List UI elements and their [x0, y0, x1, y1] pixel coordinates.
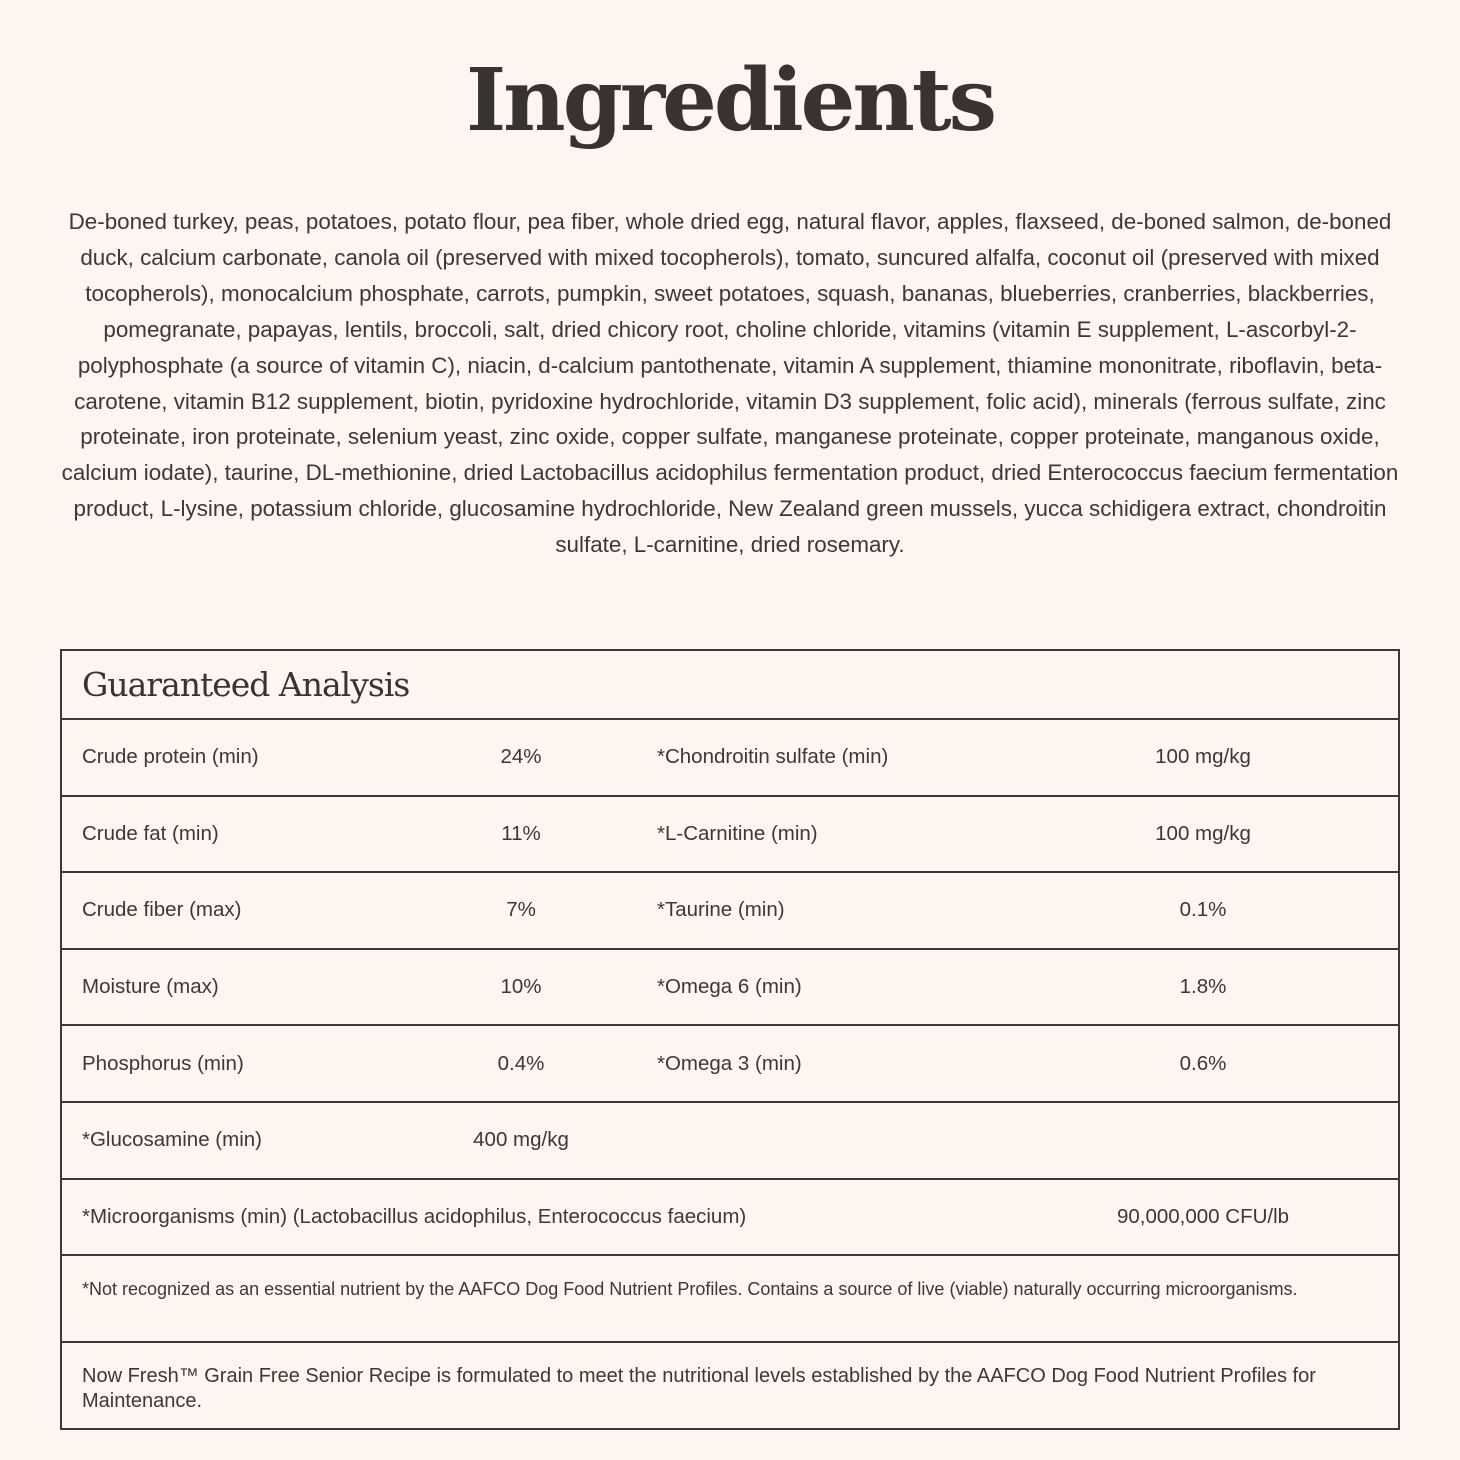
- nutrient-name: Crude fiber (max): [82, 898, 242, 922]
- nutrient-name: Crude fat (min): [82, 821, 219, 845]
- analysis-row: [62, 950, 1398, 1027]
- nutrient-value: 10%: [500, 975, 542, 999]
- nutrient-name: *Microorganisms (min) (Lactobacillus acidophilus, Enterococcus faecium): [82, 1204, 747, 1228]
- nutrient-name: *Omega 3 (min): [657, 1051, 802, 1075]
- guaranteed-analysis-table: [60, 649, 1400, 1430]
- analysis-title: Guaranteed Analysis: [82, 665, 410, 704]
- nutrient-name: Moisture (max): [82, 975, 219, 999]
- analysis-row: [62, 1103, 1398, 1180]
- nutrient-name: *Chondroitin sulfate (min): [657, 745, 889, 769]
- nutrient-value: 7%: [506, 898, 536, 922]
- analysis-header: [62, 651, 1398, 720]
- nutrient-value: 0.6%: [1179, 1051, 1227, 1075]
- nutrient-name: *L-Carnitine (min): [657, 821, 818, 845]
- nutrient-value: 90,000,000 CFU/lb: [1116, 1204, 1290, 1228]
- nutrient-value: 0.4%: [497, 1051, 545, 1075]
- nutrient-name: Phosphorus (min): [82, 1051, 244, 1075]
- analysis-row: [62, 873, 1398, 950]
- nutrient-name: *Taurine (min): [657, 898, 785, 922]
- analysis-row: [62, 720, 1398, 797]
- nutrient-name: *Omega 6 (min): [657, 975, 802, 999]
- analysis-row: [62, 1026, 1398, 1103]
- page-title: Ingredients: [465, 50, 995, 151]
- nutrient-value: 24%: [500, 745, 542, 769]
- analysis-footnote: *Not recognized as an essential nutrient by the AAFCO Dog Food Nutrient Profiles. Contains a source of live (viable) naturally occurring microorganisms.: [62, 1256, 1398, 1343]
- nutrient-value: 100 mg/kg: [1155, 745, 1251, 769]
- nutrient-name: *Glucosamine (min): [82, 1128, 262, 1152]
- nutrient-value: 11%: [501, 821, 541, 845]
- nutrient-value: 100 mg/kg: [1155, 821, 1251, 845]
- aafco-statement: Now Fresh™ Grain Free Senior Recipe is formulated to meet the nutritional levels established by the AAFCO Dog Food Nutrient Profiles for Maintenance.: [82, 1365, 1316, 1413]
- analysis-row-microorganisms: [62, 1180, 1398, 1257]
- nutrient-value: 400 mg/kg: [473, 1128, 569, 1152]
- ingredients-list: De-boned turkey, peas, potatoes, potato flour, pea fiber, whole dried egg, natural flavor, apples, flaxseed, de-boned salmon, de-boned duck, calcium carbonate, canola oil (preserved with mixed tocopherols), tomato, suncured alfalfa, coconut oil (preserved with mixed tocopherols), monocalcium phosphate, carrots, pumpkin, sweet potatoes, squash, bananas, blueberries, cranberries, blackberries, pomegranate, papayas, lentils, broccoli, salt, dried chicory root, choline chloride, vitamins (vitamin E supplement, L-ascorbyl-2-polyphosphate (a source of vitamin C), niacin, d-calcium pantothenate, vitamin A supplement, thiamine mononitrate, riboflavin, beta-carotene, vitamin B12 supplement, biotin, pyridoxine hydrochloride, vitamin D3 supplement, folic acid), minerals (ferrous sulfate, zinc proteinate, iron proteinate, selenium yeast, zinc oxide, copper sulfate, manganese proteinate, copper proteinate, manganous oxide, calcium iodate), taurine, DL-methionine, dried Lactobacillus acidophilus fermentation product, dried Enterococcus faecium fermentation product, L-lysine, potassium chloride, glucosamine hydrochloride, New Zealand green mussels, yucca schidigera extract, chondroitin sulfate, L-carnitine, dried rosemary.: [61, 209, 1399, 558]
- nutrient-value: 1.8%: [1179, 975, 1227, 999]
- nutrient-value: 0.1%: [1179, 898, 1227, 922]
- nutrient-name: Crude protein (min): [82, 745, 259, 769]
- analysis-row: [62, 797, 1398, 874]
